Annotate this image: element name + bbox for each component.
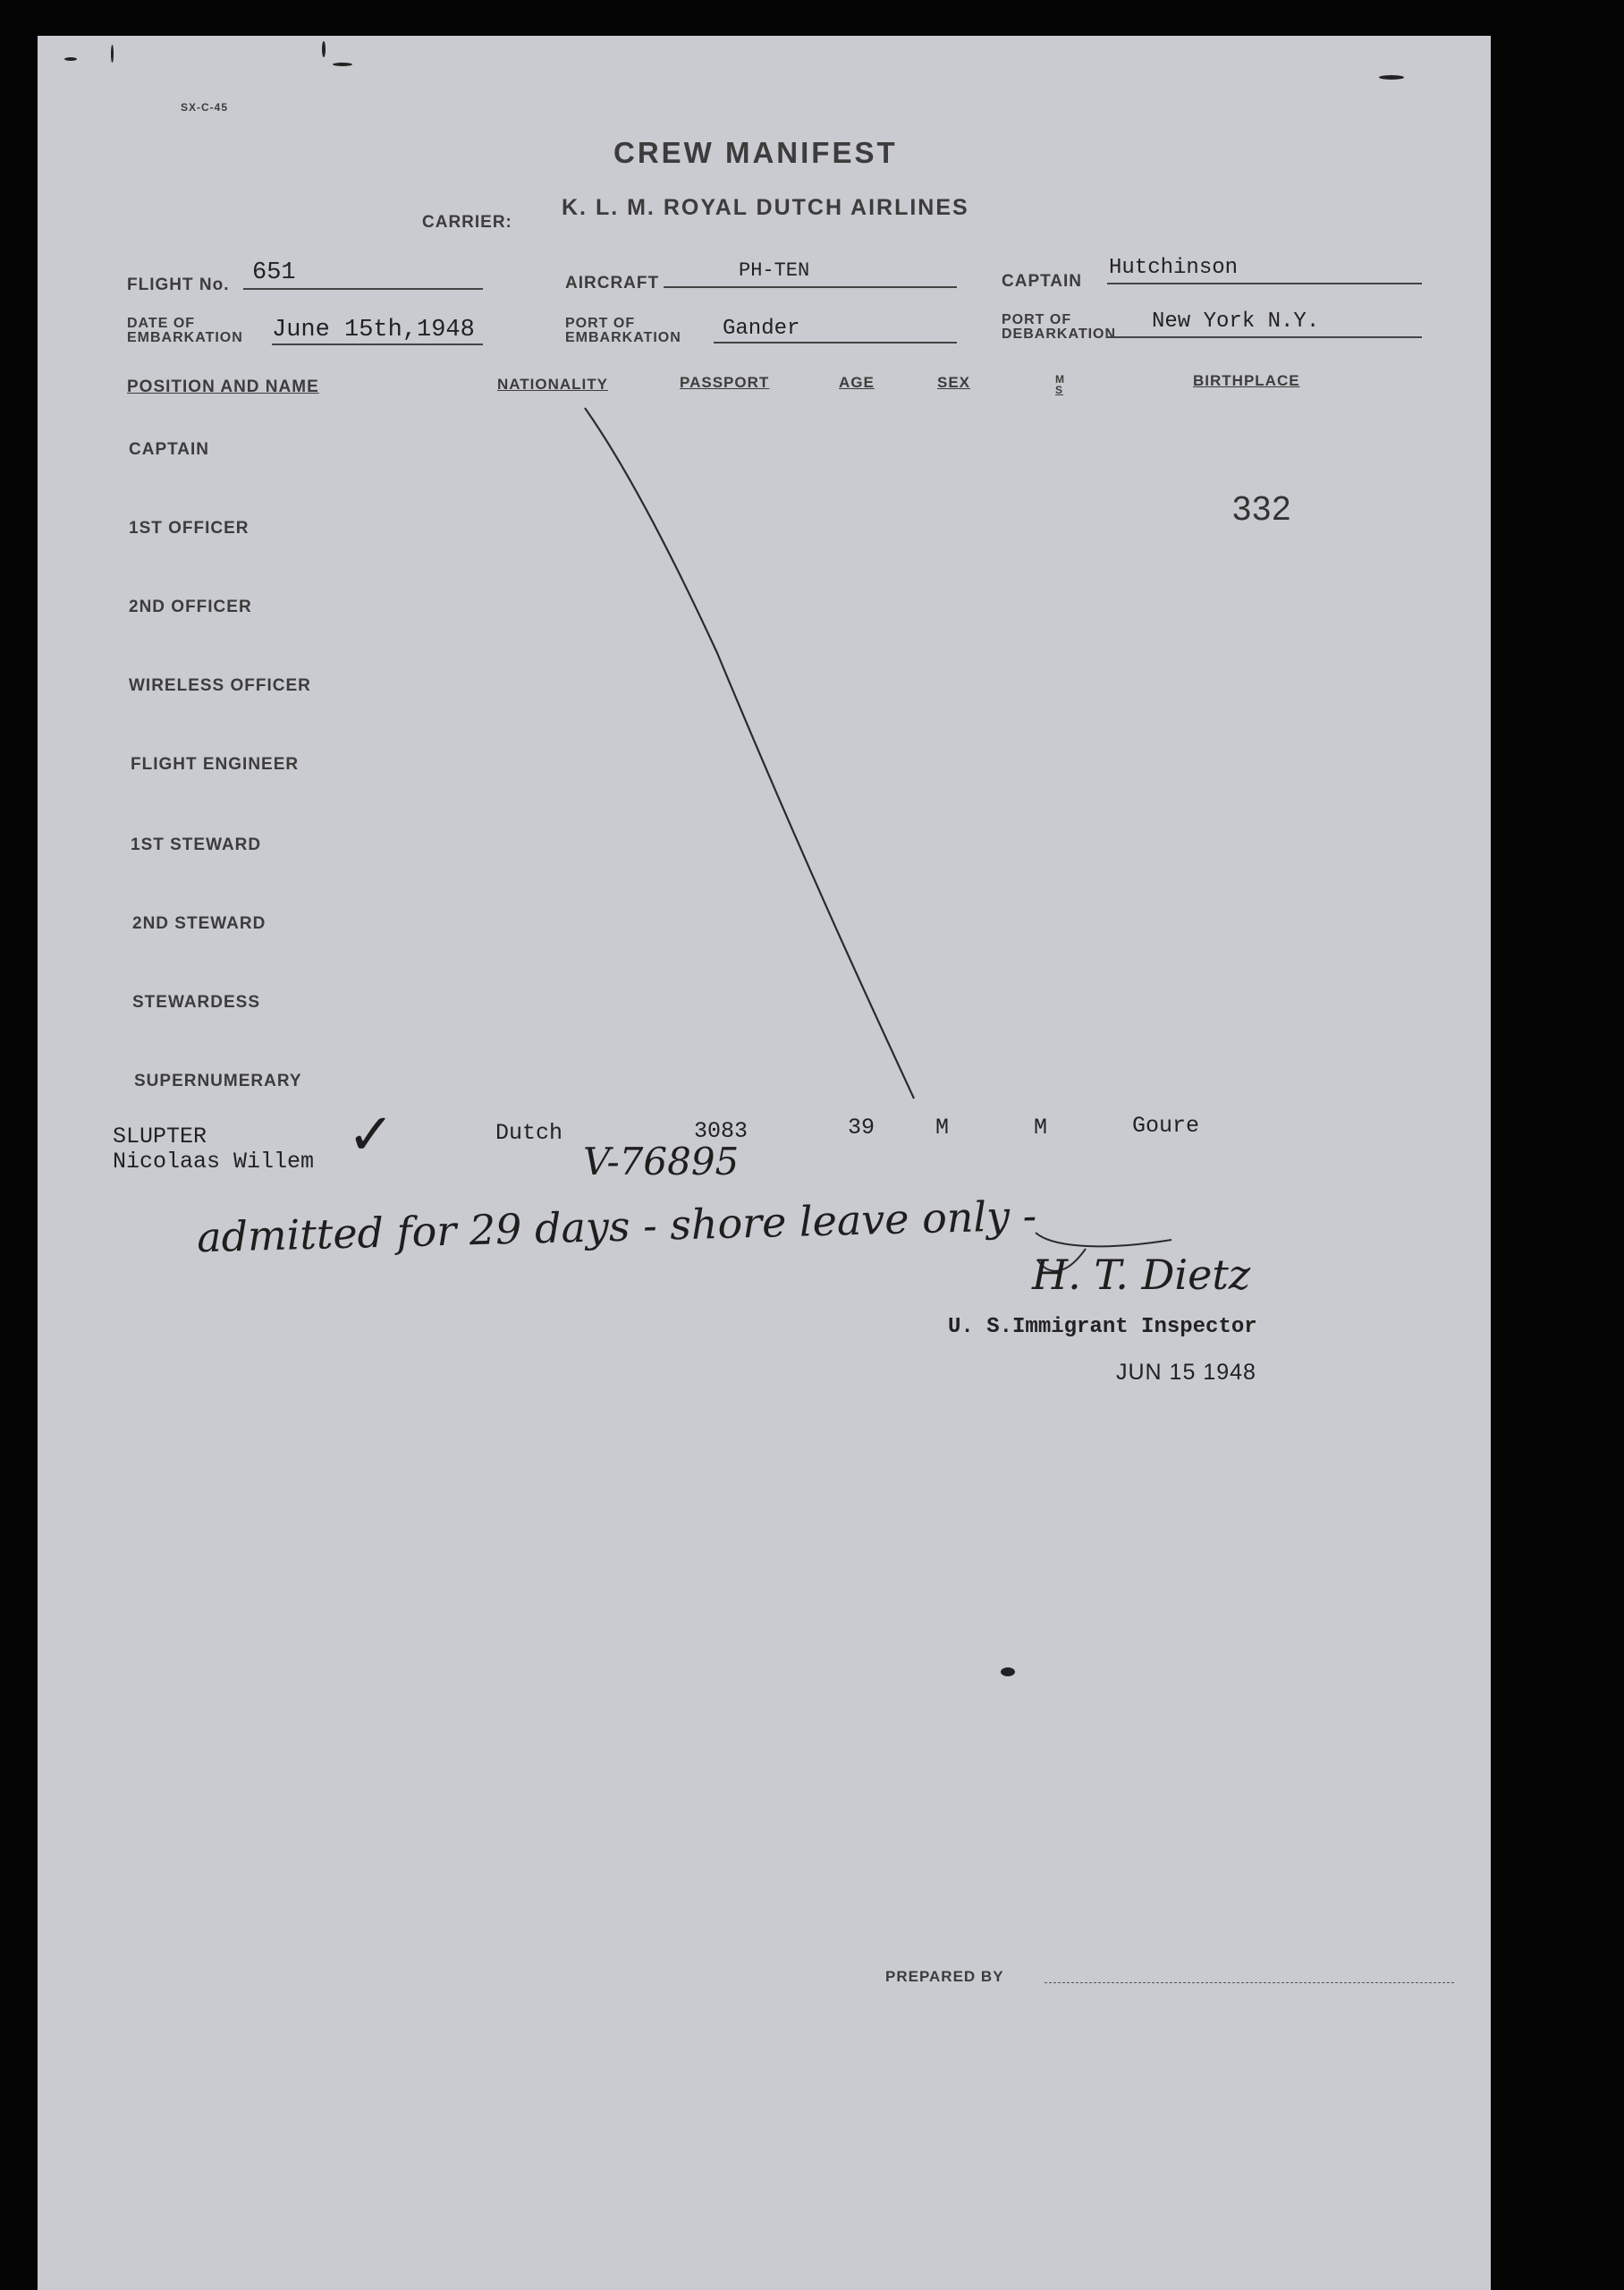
- port-debarkation-label: PORT OF DEBARKATION: [1002, 312, 1117, 342]
- carrier-name: K. L. M. ROYAL DUTCH AIRLINES: [562, 195, 969, 220]
- crew-sex: M: [935, 1115, 950, 1141]
- crew-birthplace: Goure: [1132, 1113, 1200, 1139]
- col-birthplace: BIRTHPLACE: [1193, 372, 1300, 389]
- date-stamp: JUN 15 1948: [1116, 1360, 1256, 1385]
- port-embarkation: Gander: [723, 317, 800, 341]
- prepared-by-line: [1045, 1982, 1454, 1983]
- position-captain: CAPTAIN: [129, 440, 210, 459]
- col-sex: SEX: [937, 374, 971, 391]
- captain-label: CAPTAIN: [1002, 272, 1083, 291]
- note-flourish: [1036, 1233, 1171, 1246]
- crew-passport: 3083: [694, 1118, 749, 1144]
- position-1st-officer: 1ST OFFICER: [129, 519, 250, 538]
- crew-age: 39: [848, 1115, 875, 1141]
- aircraft-label: AIRCRAFT: [565, 274, 660, 293]
- carrier-label: CARRIER:: [422, 213, 512, 232]
- port-embarkation-label: PORT OF EMBARKATION: [565, 316, 681, 345]
- col-nationality: NATIONALITY: [497, 376, 609, 393]
- position-1st-steward: 1ST STEWARD: [131, 835, 262, 854]
- manifest-sheet: [38, 36, 1491, 2290]
- form-code: SX-C-45: [181, 101, 229, 114]
- inspector-signature: H. T. Dietz: [1032, 1251, 1251, 1299]
- aircraft-reg: PH-TEN: [739, 259, 810, 282]
- col-marital: M S: [1055, 373, 1065, 396]
- crew-marital-status: M: [1034, 1115, 1048, 1141]
- handwritten-visa-number: V-76895: [583, 1140, 740, 1183]
- col-age: AGE: [839, 374, 875, 391]
- prepared-by-label: PREPARED BY: [885, 1968, 1004, 1985]
- page-title: CREW MANIFEST: [613, 136, 898, 169]
- captain-name: Hutchinson: [1109, 256, 1239, 280]
- col-position: POSITION AND NAME: [127, 377, 319, 396]
- crew-surname: SLUPTER: [113, 1124, 207, 1149]
- position-wireless-officer: WIRELESS OFFICER: [129, 676, 311, 695]
- position-2nd-officer: 2ND OFFICER: [129, 598, 252, 616]
- page-number: 332: [1232, 490, 1292, 528]
- position-supernumerary: SUPERNUMERARY: [134, 1072, 302, 1090]
- crew-nationality: Dutch: [495, 1120, 563, 1146]
- embarkation-date: June 15th,1948: [272, 317, 475, 344]
- position-stewardess: STEWARDESS: [132, 993, 261, 1012]
- inspector-title: U. S.Immigrant Inspector: [948, 1315, 1257, 1339]
- col-passport: PASSPORT: [680, 374, 770, 391]
- date-label: DATE OF EMBARKATION: [127, 316, 243, 345]
- flight-number: 651: [252, 259, 296, 286]
- flight-label: FLIGHT No.: [127, 276, 230, 294]
- position-flight-engineer: FLIGHT ENGINEER: [131, 755, 300, 774]
- port-debarkation: New York N.Y.: [1152, 310, 1320, 334]
- crew-given-names: Nicolaas Willem: [113, 1149, 315, 1175]
- position-2nd-steward: 2ND STEWARD: [132, 914, 266, 933]
- check-mark-icon: ✓: [347, 1102, 395, 1168]
- handwritten-admission-note: admitted for 29 days - shore leave only -: [196, 1191, 1037, 1262]
